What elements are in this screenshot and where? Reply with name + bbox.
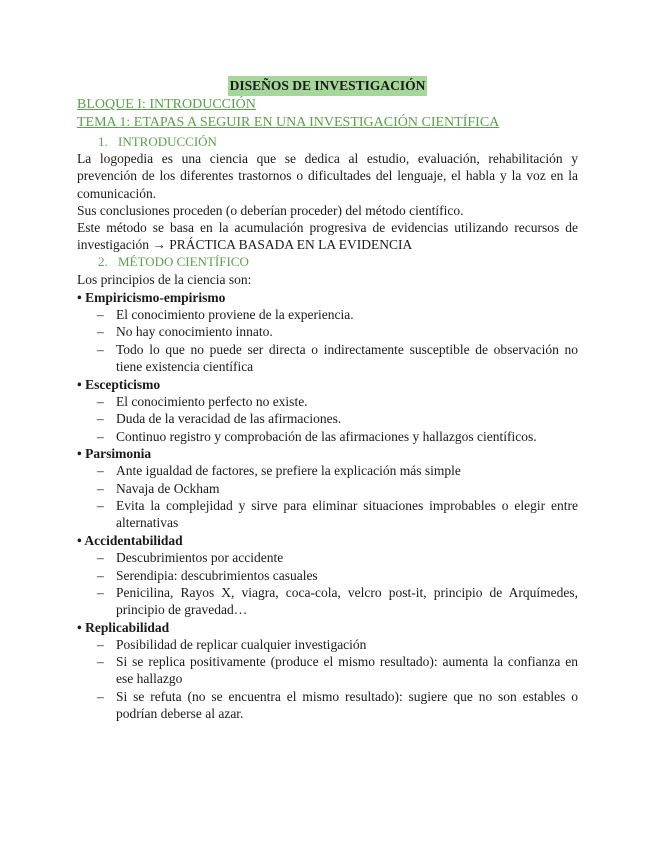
- list-item: [97, 653, 578, 688]
- list-item: [97, 497, 578, 532]
- intro-paragraph-3: Este método se basa en la acumulación progresiva de evidencias utilizando recursos de investigación → PRÁCTICA BASADA EN LA EVIDENCIA: [77, 220, 578, 253]
- dash-marker: –: [97, 307, 104, 322]
- list-item-text: Duda de la veracidad de las afirmaciones.: [116, 411, 342, 426]
- principles-intro: Los principios de la ciencia son:: [77, 272, 252, 287]
- list-item: [97, 462, 578, 479]
- dash-marker: –: [97, 654, 104, 669]
- list-item: [97, 428, 578, 445]
- principle-heading: • Accidentabilidad: [77, 533, 183, 548]
- principle-heading: • Empiricismo-empirismo: [77, 290, 226, 305]
- list-item: [97, 584, 578, 619]
- principle-heading: • Escepticismo: [77, 377, 161, 392]
- list-item: [97, 341, 578, 376]
- list-item-text: Todo lo que no puede ser directa o indirectamente susceptible de observación no tiene existencia científica: [116, 342, 578, 375]
- list-item: [97, 688, 578, 723]
- list-item-text: Descubrimientos por accidente: [116, 550, 284, 565]
- list-item-text: Ante igualdad de factores, se prefiere la explicación más simple: [116, 463, 461, 478]
- dash-marker: –: [97, 689, 104, 704]
- list-item: [97, 480, 578, 497]
- dash-marker: –: [97, 637, 104, 652]
- dash-marker: –: [97, 342, 104, 357]
- list-item: [97, 393, 578, 410]
- section-heading-metodo: [98, 254, 249, 270]
- list-item-text: El conocimiento proviene de la experiencia.: [116, 307, 354, 322]
- list-item: [97, 636, 578, 653]
- dash-marker: –: [97, 481, 104, 496]
- principle-heading: • Parsimonia: [77, 446, 152, 461]
- list-item-text: Si se refuta (no se encuentra el mismo resultado): sugiere que no son estables o podrían deberse al azar.: [116, 689, 578, 722]
- list-item-text: No hay conocimiento innato.: [116, 324, 273, 339]
- list-item-text: Evita la complejidad y sirve para eliminar situaciones improbables o elegir entre alternativas: [116, 498, 578, 531]
- dash-marker: –: [97, 411, 104, 426]
- dash-marker: –: [97, 585, 104, 600]
- dash-marker: –: [97, 550, 104, 565]
- section-number: 2.: [98, 254, 108, 269]
- list-item: [97, 549, 578, 566]
- title-container: [0, 76, 655, 96]
- section-heading-introduccion: [98, 134, 217, 150]
- list-item: [97, 567, 578, 584]
- list-item-text: Si se replica positivamente (produce el mismo resultado): aumenta la confianza en ese hallazgo: [116, 654, 578, 687]
- topic-heading: TEMA 1: ETAPAS A SEGUIR EN UNA INVESTIGACIÓN CIENTÍFICA: [77, 115, 500, 130]
- intro-paragraph-2: Sus conclusiones proceden (o deberían proceder) del método científico.: [77, 203, 464, 218]
- block-heading: BLOQUE I: INTRODUCCIÓN: [77, 97, 256, 112]
- dash-marker: –: [97, 463, 104, 478]
- list-item-text: Serendipia: descubrimientos casuales: [116, 568, 318, 583]
- dash-marker: –: [97, 429, 104, 444]
- dash-marker: –: [97, 394, 104, 409]
- list-item-text: El conocimiento perfecto no existe.: [116, 394, 308, 409]
- principle-heading: • Replicabilidad: [77, 620, 170, 635]
- list-item-text: Continuo registro y comprobación de las afirmaciones y hallazgos científicos.: [116, 429, 537, 444]
- section-label: MÉTODO CIENTÍFICO: [118, 254, 249, 269]
- section-number: 1.: [98, 134, 108, 149]
- dash-marker: –: [97, 568, 104, 583]
- section-label: INTRODUCCIÓN: [118, 134, 217, 149]
- dash-marker: –: [97, 324, 104, 339]
- dash-marker: –: [97, 498, 104, 513]
- intro-paragraph-1: La logopedia es una ciencia que se dedica al estudio, evaluación, rehabilitación y prevención de los diferentes trastornos o dificultades del lenguaje, el habla y la voz en la comunicación.: [77, 151, 578, 201]
- list-item-text: Navaja de Ockham: [116, 481, 220, 496]
- list-item: [97, 323, 578, 340]
- list-item-text: Penicilina, Rayos X, viagra, coca-cola, velcro post-it, principio de Arquímedes, principio de gravedad…: [116, 585, 578, 618]
- list-item: [97, 410, 578, 427]
- list-item: [97, 306, 578, 323]
- document-title: DISEÑOS DE INVESTIGACIÓN: [228, 76, 428, 96]
- list-item-text: Posibilidad de replicar cualquier investigación: [116, 637, 367, 652]
